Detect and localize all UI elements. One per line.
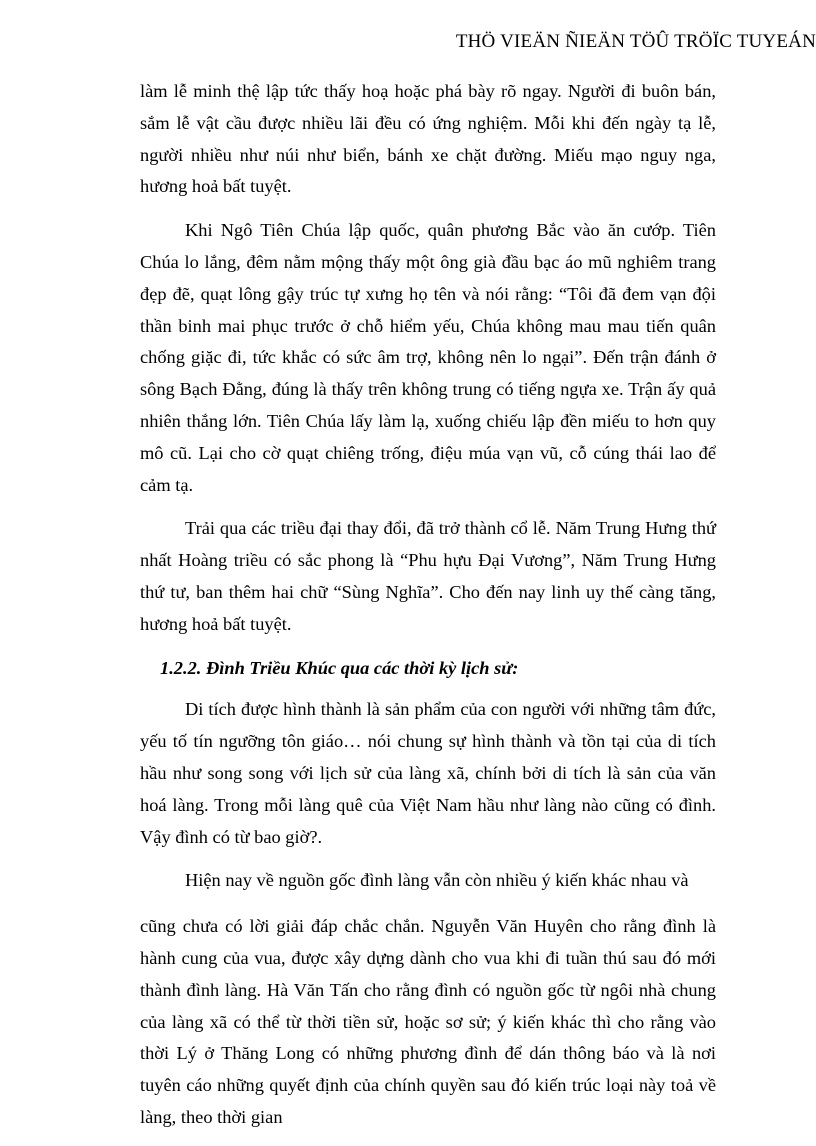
paragraph: Trải qua các triều đại thay đổi, đã trở thành cổ lễ. Năm Trung Hưng thứ nhất Hoàng triều có sắc phong là “Phu hựu Đại Vương”, Năm Trung Hưng thứ tư, ban thêm hai chữ “Sùng Nghĩa”. Cho đến nay linh uy thế càng tăng, hương hoả bất tuyệt. xyxy=(140,518,716,634)
paragraph: làm lễ minh thệ lập tức thấy hoạ hoặc phá bày rõ ngay. Người đi buôn bán, sắm lễ vật cầu được nhiều lãi đều có ứng nghiệm. Mỗi khi đến ngày tạ lễ, người nhiều như núi như biển, bánh xe chặt đường. Miếu mạo nguy nga, hương hoả bất tuyệt. xyxy=(140,81,716,197)
paragraph: Di tích được hình thành là sản phẩm của con người với những tâm đức, yếu tố tín ngưỡng tôn giáo… nói chung sự hình thành và tồn tại của di tích hầu như song song với lịch sử của làng xã, chính bởi di tích là sản của văn hoá làng. Trong mỗi làng quê của Việt Nam hầu như làng nào cũng có đình. Vậy đình có từ bao giờ?. xyxy=(140,699,716,847)
paragraph: Khi Ngô Tiên Chúa lập quốc, quân phương Bắc vào ăn cướp. Tiên Chúa lo lắng, đêm nằm mộng thấy một ông già đầu bạc áo mũ nghiêm trang đẹp đẽ, quạt lông gậy trúc tự xưng họ tên và nói rằng: “Tôi đã đem vạn đội thần binh mai phục trước ở chỗ hiểm yếu, Chúa không mau mau tiến quân chống giặc đi, tức khắc có sức âm trợ, không nên lo ngại”. Đến trận đánh ở sông Bạch Đằng, đúng là thấy trên không trung có tiếng ngựa xe. Trận ấy quả nhiên thắng lớn. Tiên Chúa lấy làm lạ, xuống chiếu lập đền miếu to hơn quy mô cũ. Lại cho cờ quạt chiêng trống, điệu múa vạn vũ, cỗ cúng thái lao để cảm tạ. xyxy=(140,220,716,495)
page-header: THÖ VIEÄN ÑIEÄN TÖÛ TRÖÏC TUYEÁN xyxy=(455,31,816,52)
document-body xyxy=(140,76,716,1146)
paragraph: cũng chưa có lời giải đáp chắc chắn. Nguyễn Văn Huyên cho rằng đình là hành cung của vua, được xây dựng dành cho vua khi đi tuần thú sau đó mới thành đình làng. Hà Văn Tấn cho rằng đình có nguồn gốc từ ngôi nhà chung của làng xã có thể từ thời tiền sử, hoặc sơ sử; ý kiến khác thì cho rằng vào thời Lý ở Thăng Long có những phương đình để dán thông báo và là nơi tuyên cáo những quyết định của chính quyền sau đó kiến trúc loại này toả về làng, theo thời gian xyxy=(140,916,716,1127)
paragraph: Hiện nay về nguồn gốc đình làng vẫn còn nhiều ý kiến khác nhau và xyxy=(185,870,689,891)
section-heading: 1.2.2. Đình Triều Khúc qua các thời kỳ lịch sử: xyxy=(160,657,519,678)
